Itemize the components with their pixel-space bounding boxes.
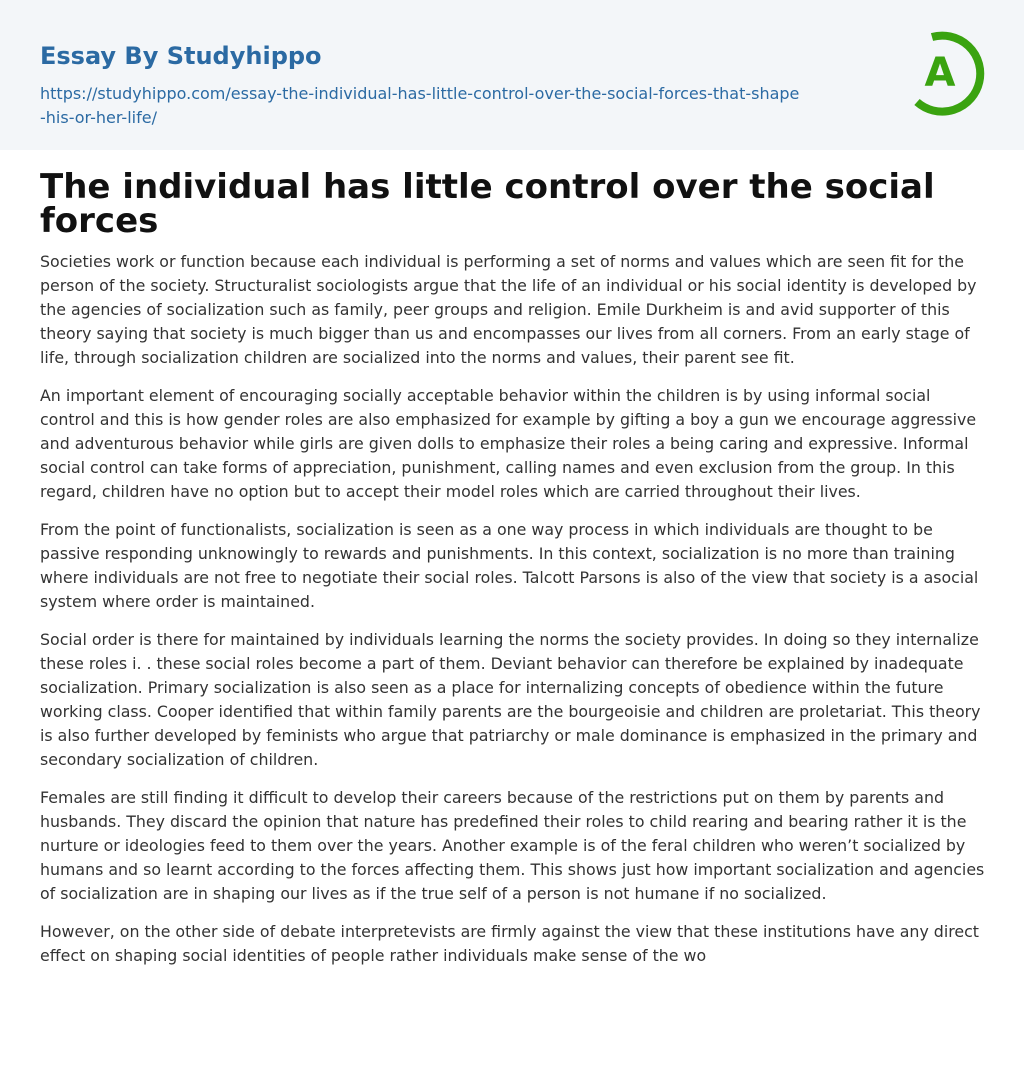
brand-title[interactable]: Essay By Studyhippo <box>40 42 322 70</box>
article-paragraph: Social order is there for maintained by individuals learning the norms the society provides. In doing so they internalize these roles i. . these social roles become a part of them. Deviant behavior can therefore be explained by inadequate socialization. Primary socialization is also seen as a place for internalizing concepts of obedience within the future working class. Cooper identified that within family parents are the bourgeoisie and children are proletariat. This theory is also further developed by feminists who argue that patriarchy or male dominance is emphasized in the primary and secondary socialization of children. <box>40 630 981 769</box>
article-paragraph: Females are still finding it difficult to develop their careers because of the restrictions put on them by parents and husbands. They discard the opinion that nature has predefined their roles to child rearing and bearing rather it is the nurture or ideologies feed to them over the years. Another example is of the feral children who weren’t socialized by humans and so learnt according to the forces affecting them. This shows just how important socialization and agencies of socialization are in shaping our lives as if the true self of a person is not humane if no socialized. <box>40 788 985 903</box>
article-paragraph: From the point of functionalists, socialization is seen as a one way process in which individuals are thought to be passive responding unknowingly to rewards and punishments. In this context, socialization is no more than training where individuals are not free to negotiate their social roles. Talcott Parsons is also of the view that society is a asocial system where order is maintained. <box>40 520 979 611</box>
studyhippo-logo-icon[interactable] <box>906 28 990 116</box>
source-url-link[interactable]: https://studyhippo.com/essay-the-individual-has-little-control-over-the-social-forces-that-shape-his-or-her-life/ <box>40 84 800 127</box>
article <box>40 167 986 968</box>
logo-letter: A <box>924 50 956 96</box>
article-paragraph: An important element of encouraging socially acceptable behavior within the children is by using informal social control and this is how gender roles are also emphasized for example by gifting a boy a gun we encourage aggressive and adventurous behavior while girls are given dolls to emphasize their roles a being caring and expressive. Informal social control can take forms of appreciation, punishment, calling names and even exclusion from the group. In this regard, children have no option but to accept their model roles which are carried throughout their lives. <box>40 386 977 501</box>
site-header <box>0 0 1024 150</box>
article-paragraph: Societies work or function because each individual is performing a set of norms and values which are seen fit for the person of the society. Structuralist sociologists argue that the life of an individual or his social identity is developed by the agencies of socialization such as family, peer groups and religion. Emile Durkheim is and avid supporter of this theory saying that society is much bigger than us and encompasses our lives from all corners. From an early stage of life, through socialization children are socialized into the norms and values, their parent see fit. <box>40 252 977 367</box>
article-paragraph: However, on the other side of debate interpretevists are firmly against the view that these institutions have any direct effect on shaping social identities of people rather individuals make sense of the wo <box>40 922 979 965</box>
article-title: The individual has little control over the social forces <box>40 167 935 241</box>
